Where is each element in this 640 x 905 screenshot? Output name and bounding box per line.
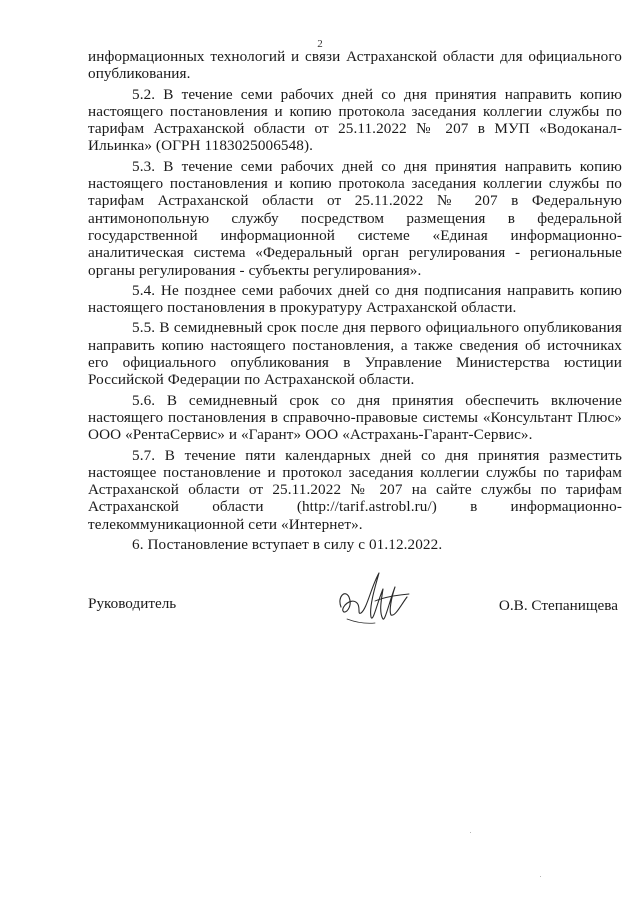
document-body [88, 48, 622, 556]
paragraph-5-3: 5.3. В течение семи рабочих дней со дня принятия направить копию настоящего постановления и копию протокола заседания коллегии службы по тарифам Астраханской области от 25.11.2022 № 207 в Федеральную антимонопольную службу посредством размещения в федеральной государственной информационной системе «Единая информационно-аналитическая система «Федеральный орган регулирования - региональные органы регулирования - субъекты регулирования». [88, 157, 622, 279]
signatory-name: О.В. Степанищева [498, 597, 618, 614]
handwritten-signature [335, 567, 415, 631]
signature-block [88, 585, 622, 645]
paragraph-6: 6. Постановление вступает в силу с 01.12.2022. [132, 536, 443, 554]
scan-speck [540, 876, 541, 877]
page-number: 2 [317, 38, 323, 50]
scan-speck [470, 832, 471, 833]
paragraph-5-6: 5.6. В семидневный срок со дня принятия обеспечить включение настоящего постановления в справочно-правовые системы «Консультант Плюс» ООО «РентаСервис» и «Гарант» ООО «Астрахань-Гарант-Сервис». [88, 391, 622, 444]
signatory-title: Руководитель [88, 595, 177, 612]
paragraph-5-5: 5.5. В семидневный срок после дня первого официального опубликования направить копию настоящего постановления, а также сведения об источниках его официального опубликования в Управление Министерства юстиции Российской Федерации по Астраханской области. [88, 319, 622, 389]
paragraph-5-2: 5.2. В течение семи рабочих дней со дня принятия направить копию настоящего постановления и копию протокола заседания коллегии службы по тарифам Астраханской области от 25.11.2022 № 207 в МУП «Водоканал-Ильинка» (ОГРН 1183025006548). [88, 85, 622, 155]
paragraph-5-4: 5.4. Не позднее семи рабочих дней со дня подписания направить копию настоящего постановления в прокуратуру Астраханской области. [88, 281, 622, 317]
paragraph-continuation: информационных технологий и связи Астраханской области для официального опубликования. [88, 48, 622, 83]
paragraph-5-7: 5.7. В течение пяти календарных дней со дня принятия разместить настоящее постановление и протокол заседания коллегии службы по тарифам Астраханской области от 25.11.2022 № 207 на сайте службы по тарифам Астраханской области (http://tarif.astrobl.ru/) в информационно-телекоммуникационной сети «Интернет». [88, 446, 622, 533]
